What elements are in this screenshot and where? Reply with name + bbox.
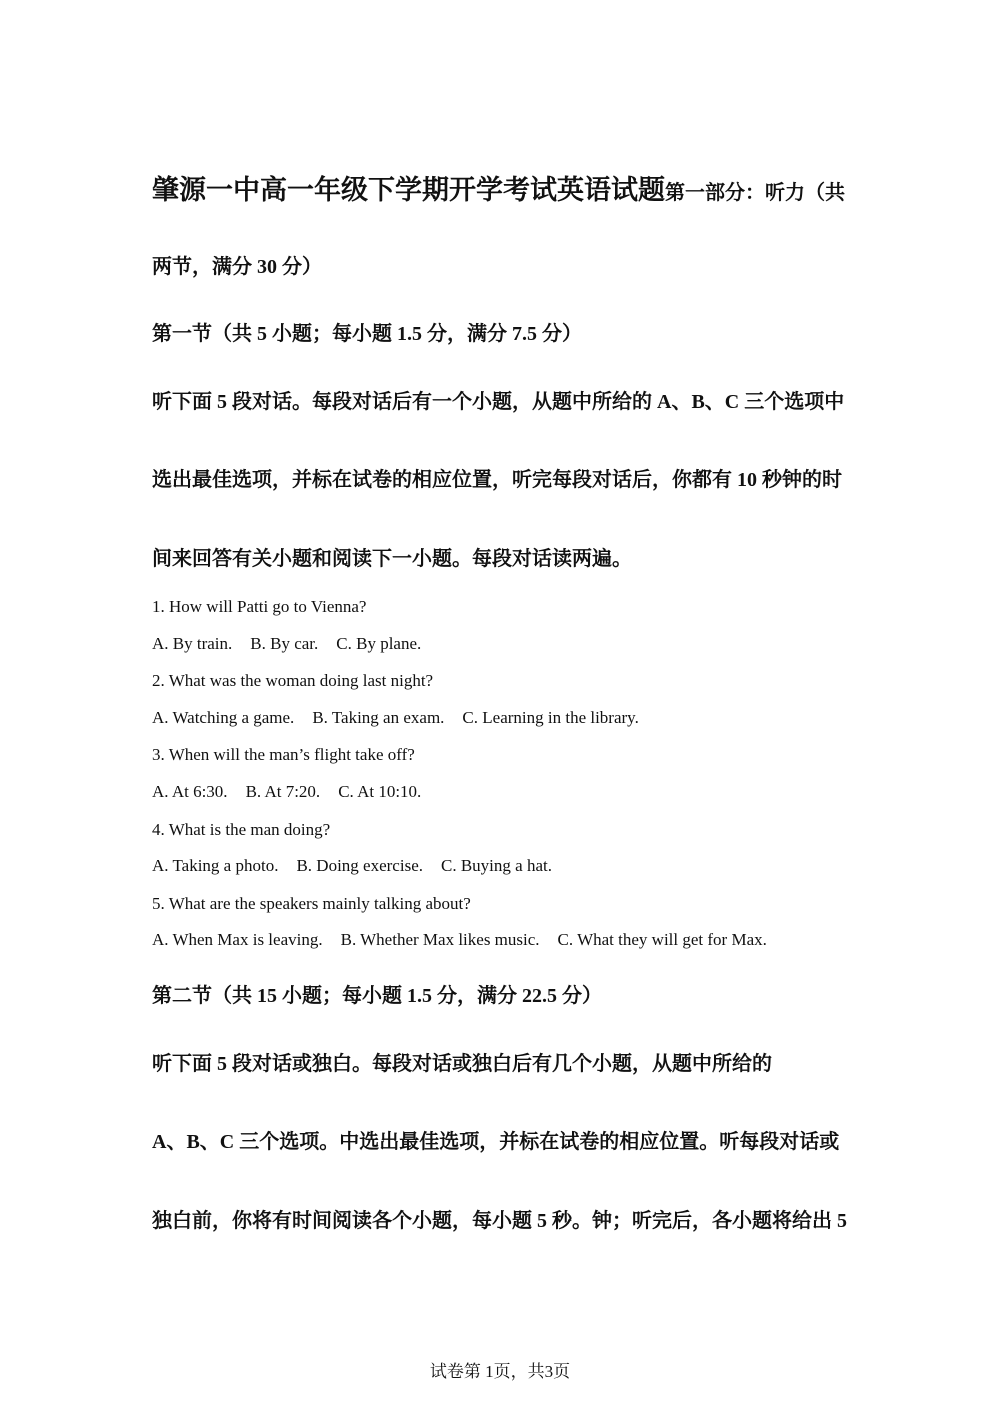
page-footer: 试卷第 1页，共3页 — [429, 1362, 571, 1381]
option-b: B. Taking an exam. — [312, 708, 445, 727]
section2-instruction-line: 独白前，你将有时间阅读各个小题，每小题 5 秒。钟；听完后，各小题将给出 5 — [152, 1210, 847, 1232]
option-b: B. At 7:20. — [245, 782, 321, 801]
section2-instruction-line: 听下面 5 段对话或独白。每段对话或独白后有几个小题，从题中所给的 — [152, 1053, 772, 1075]
option-a: A. Watching a game. — [152, 708, 295, 727]
section1-instruction-line: 选出最佳选项，并标在试卷的相应位置，听完每段对话后，你都有 10 秒钟的时 — [152, 469, 842, 491]
option-b: B. Whether Max likes music. — [340, 930, 540, 949]
exam-title: 肇源一中高一年级下学期开学考试英语试题 — [152, 175, 665, 205]
option-c: C. At 10:10. — [338, 782, 422, 801]
section1-instruction-line: 间来回答有关小题和阅读下一小题。每段对话读两遍。 — [152, 548, 632, 570]
question-1-options — [152, 634, 439, 654]
question-2: 2. What was the woman doing last night? — [152, 671, 434, 690]
section2-instruction-line: A、B、C 三个选项。中选出最佳选项，并标在试卷的相应位置。听每段对话或 — [152, 1131, 840, 1153]
document-title — [152, 168, 845, 207]
option-b: B. By car. — [250, 634, 319, 653]
question-1: 1. How will Patti go to Vienna? — [152, 597, 367, 616]
option-c: C. Buying a hat. — [441, 856, 552, 875]
option-a: A. When Max is leaving. — [152, 930, 323, 949]
question-3: 3. When will the man’s flight take off? — [152, 745, 415, 764]
part1-heading-start: 第一部分：听力（共 — [665, 182, 845, 204]
question-2-options — [152, 708, 657, 728]
option-c: C. Learning in the library. — [462, 708, 639, 727]
question-5-options — [152, 930, 785, 950]
option-b: B. Doing exercise. — [296, 856, 423, 875]
part1-heading-end: 两节，满分 30 分） — [152, 256, 322, 278]
question-4: 4. What is the man doing? — [152, 820, 331, 839]
section2-heading: 第二节（共 15 小题；每小题 1.5 分，满分 22.5 分） — [152, 985, 602, 1007]
option-c: C. By plane. — [336, 634, 422, 653]
option-a: A. By train. — [152, 634, 233, 653]
option-a: A. Taking a photo. — [152, 856, 279, 875]
question-5: 5. What are the speakers mainly talking about? — [152, 894, 471, 913]
question-4-options — [152, 856, 570, 876]
question-3-options — [152, 782, 439, 802]
section1-instruction-line: 听下面 5 段对话。每段对话后有一个小题，从题中所给的 A、B、C 三个选项中 — [152, 391, 845, 413]
section1-heading: 第一节（共 5 小题；每小题 1.5 分，满分 7.5 分） — [152, 323, 582, 345]
option-a: A. At 6:30. — [152, 782, 228, 801]
option-c: C. What they will get for Max. — [557, 930, 767, 949]
